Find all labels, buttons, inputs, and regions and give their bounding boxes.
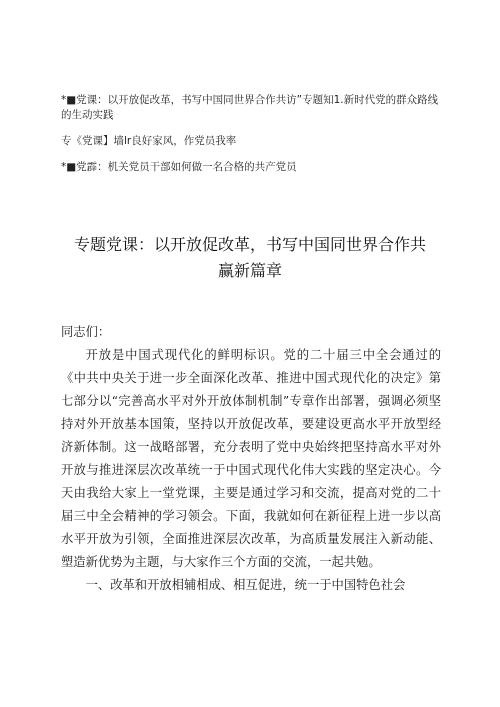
related-article-link[interactable]: *■党课：以开放促改革，书写中国同世界合作共访”专题知1.新时代党的群众路线的生动实践 bbox=[61, 94, 439, 121]
document-title: 专题党课：以开放促改革，书写中国同世界合作共赢新篇章 bbox=[73, 235, 426, 280]
related-article-link[interactable]: *■党霹：机关党员干部如何做一名合格的共产党员 bbox=[61, 161, 297, 173]
salutation: 同志们： bbox=[61, 325, 111, 339]
section-heading: 一、改革和开放相辅相成、相互促进，统一于中国特色社会 bbox=[85, 578, 406, 592]
document-body bbox=[61, 321, 441, 597]
related-article-link[interactable]: 专《党课】墙lr良好家风，作党员我率 bbox=[61, 135, 237, 147]
related-articles-list bbox=[61, 93, 439, 186]
body-paragraph: 开放是中国式现代化的鲜明标识。党的二十届三中全会通过的《中共中央关于进一步全面深化改革、推进中国式现代化的决定》第七部分以“完善高水平对外开放体制机制”专章作出部署，强调必须坚持对外开放基本国策，坚持以开放促改革，要建设更高水平开放型经济新体制。这一战略部署，充分表明了党中央始终把坚持高水平对外开放与推进深层次改革统一于中国式现代化伟大实践的坚定决心。今天由我给大家上一堂党课，主要是通过学习和交流，提高对党的二十届三中全会精神的学习领会。下面，我就如何在新征程上进一步以高水平开放为引领，全面推进深层次改革，为高质量发展注入新动能、塑造新优势为主题，与大家作三个方面的交流，一起共勉。 bbox=[61, 348, 441, 569]
